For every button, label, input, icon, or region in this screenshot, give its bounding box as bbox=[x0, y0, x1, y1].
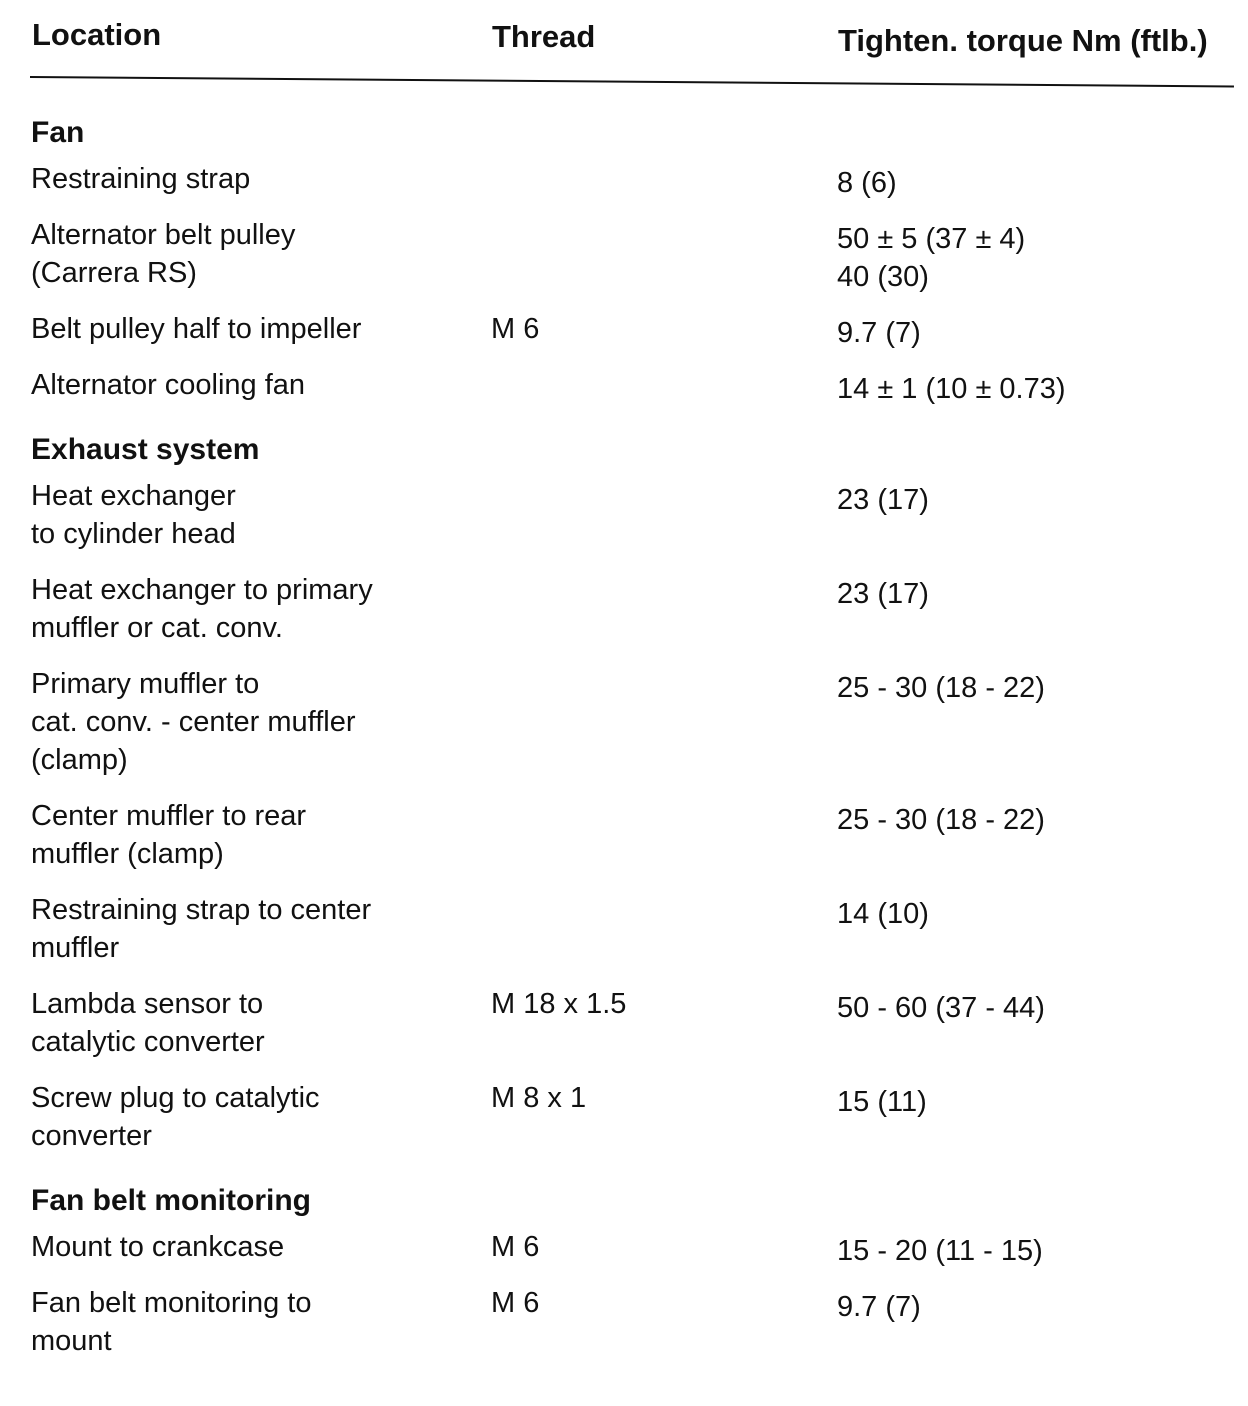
thread-cell: M 8 x 1 bbox=[491, 1082, 587, 1114]
torque-cell: 25 - 30 (18 - 22) bbox=[837, 804, 1045, 836]
table-row bbox=[0, 1079, 1248, 1173]
torque-cell: 9.7 (7) bbox=[837, 1291, 921, 1323]
torque-cell: 14 (10) bbox=[837, 898, 929, 930]
table-row bbox=[0, 891, 1248, 985]
torque-cell: 8 (6) bbox=[837, 167, 897, 199]
location-cell: Restraining strap to center muffler bbox=[31, 894, 372, 964]
table-row bbox=[0, 985, 1248, 1079]
torque-cell: 50 ± 5 (37 ± 4) 40 (30) bbox=[837, 223, 1026, 293]
location-cell: Screw plug to catalytic converter bbox=[31, 1082, 320, 1152]
location-cell: Alternator belt pulley (Carrera RS) bbox=[31, 219, 296, 289]
location-cell: Belt pulley half to impeller bbox=[31, 313, 362, 345]
section-heading: Fan belt monitoring bbox=[31, 1183, 311, 1217]
thread-cell: M 6 bbox=[491, 1287, 540, 1319]
torque-cell: 14 ± 1 (10 ± 0.73) bbox=[837, 373, 1066, 405]
table-row bbox=[0, 366, 1248, 422]
thread-cell: M 6 bbox=[491, 1231, 540, 1263]
torque-cell: 15 - 20 (11 - 15) bbox=[837, 1235, 1043, 1267]
torque-cell: 25 - 30 (18 - 22) bbox=[837, 672, 1045, 704]
torque-cell: 9.7 (7) bbox=[837, 317, 921, 349]
location-cell: Heat exchanger to primary muffler or cat. conv. bbox=[31, 574, 373, 644]
table-row bbox=[0, 665, 1248, 797]
table-row bbox=[0, 216, 1248, 310]
header-rule bbox=[30, 76, 1234, 87]
table-row bbox=[0, 571, 1248, 665]
section-heading: Fan bbox=[31, 115, 85, 149]
table-row bbox=[0, 1228, 1248, 1284]
location-cell: Mount to crankcase bbox=[31, 1231, 285, 1263]
torque-cell: 23 (17) bbox=[837, 578, 929, 610]
thread-cell: M 18 x 1.5 bbox=[491, 988, 627, 1020]
table-row bbox=[0, 477, 1248, 571]
torque-cell: 15 (11) bbox=[837, 1086, 927, 1118]
torque-cell: 23 (17) bbox=[837, 484, 929, 516]
header-torque: Tighten. torque Nm (ftlb.) bbox=[838, 23, 1208, 58]
location-cell: Alternator cooling fan bbox=[31, 369, 306, 401]
header-location: Location bbox=[32, 17, 162, 52]
torque-cell: 50 - 60 (37 - 44) bbox=[837, 992, 1045, 1024]
location-cell: Fan belt monitoring to mount bbox=[31, 1287, 312, 1357]
thread-cell: M 6 bbox=[491, 313, 540, 345]
torque-table-body bbox=[0, 105, 1248, 1378]
location-cell: Heat exchanger to cylinder head bbox=[31, 480, 236, 550]
table-row bbox=[0, 310, 1248, 366]
location-cell: Center muffler to rear muffler (clamp) bbox=[31, 800, 307, 870]
section-heading: Exhaust system bbox=[31, 432, 260, 466]
header-thread: Thread bbox=[492, 19, 596, 54]
table-row bbox=[0, 1284, 1248, 1378]
table-row bbox=[0, 797, 1248, 891]
location-cell: Restraining strap bbox=[31, 163, 251, 195]
table-row bbox=[0, 160, 1248, 216]
location-cell: Lambda sensor to catalytic converter bbox=[31, 988, 265, 1058]
location-cell: Primary muffler to cat. conv. - center muffler (clamp) bbox=[31, 668, 356, 776]
